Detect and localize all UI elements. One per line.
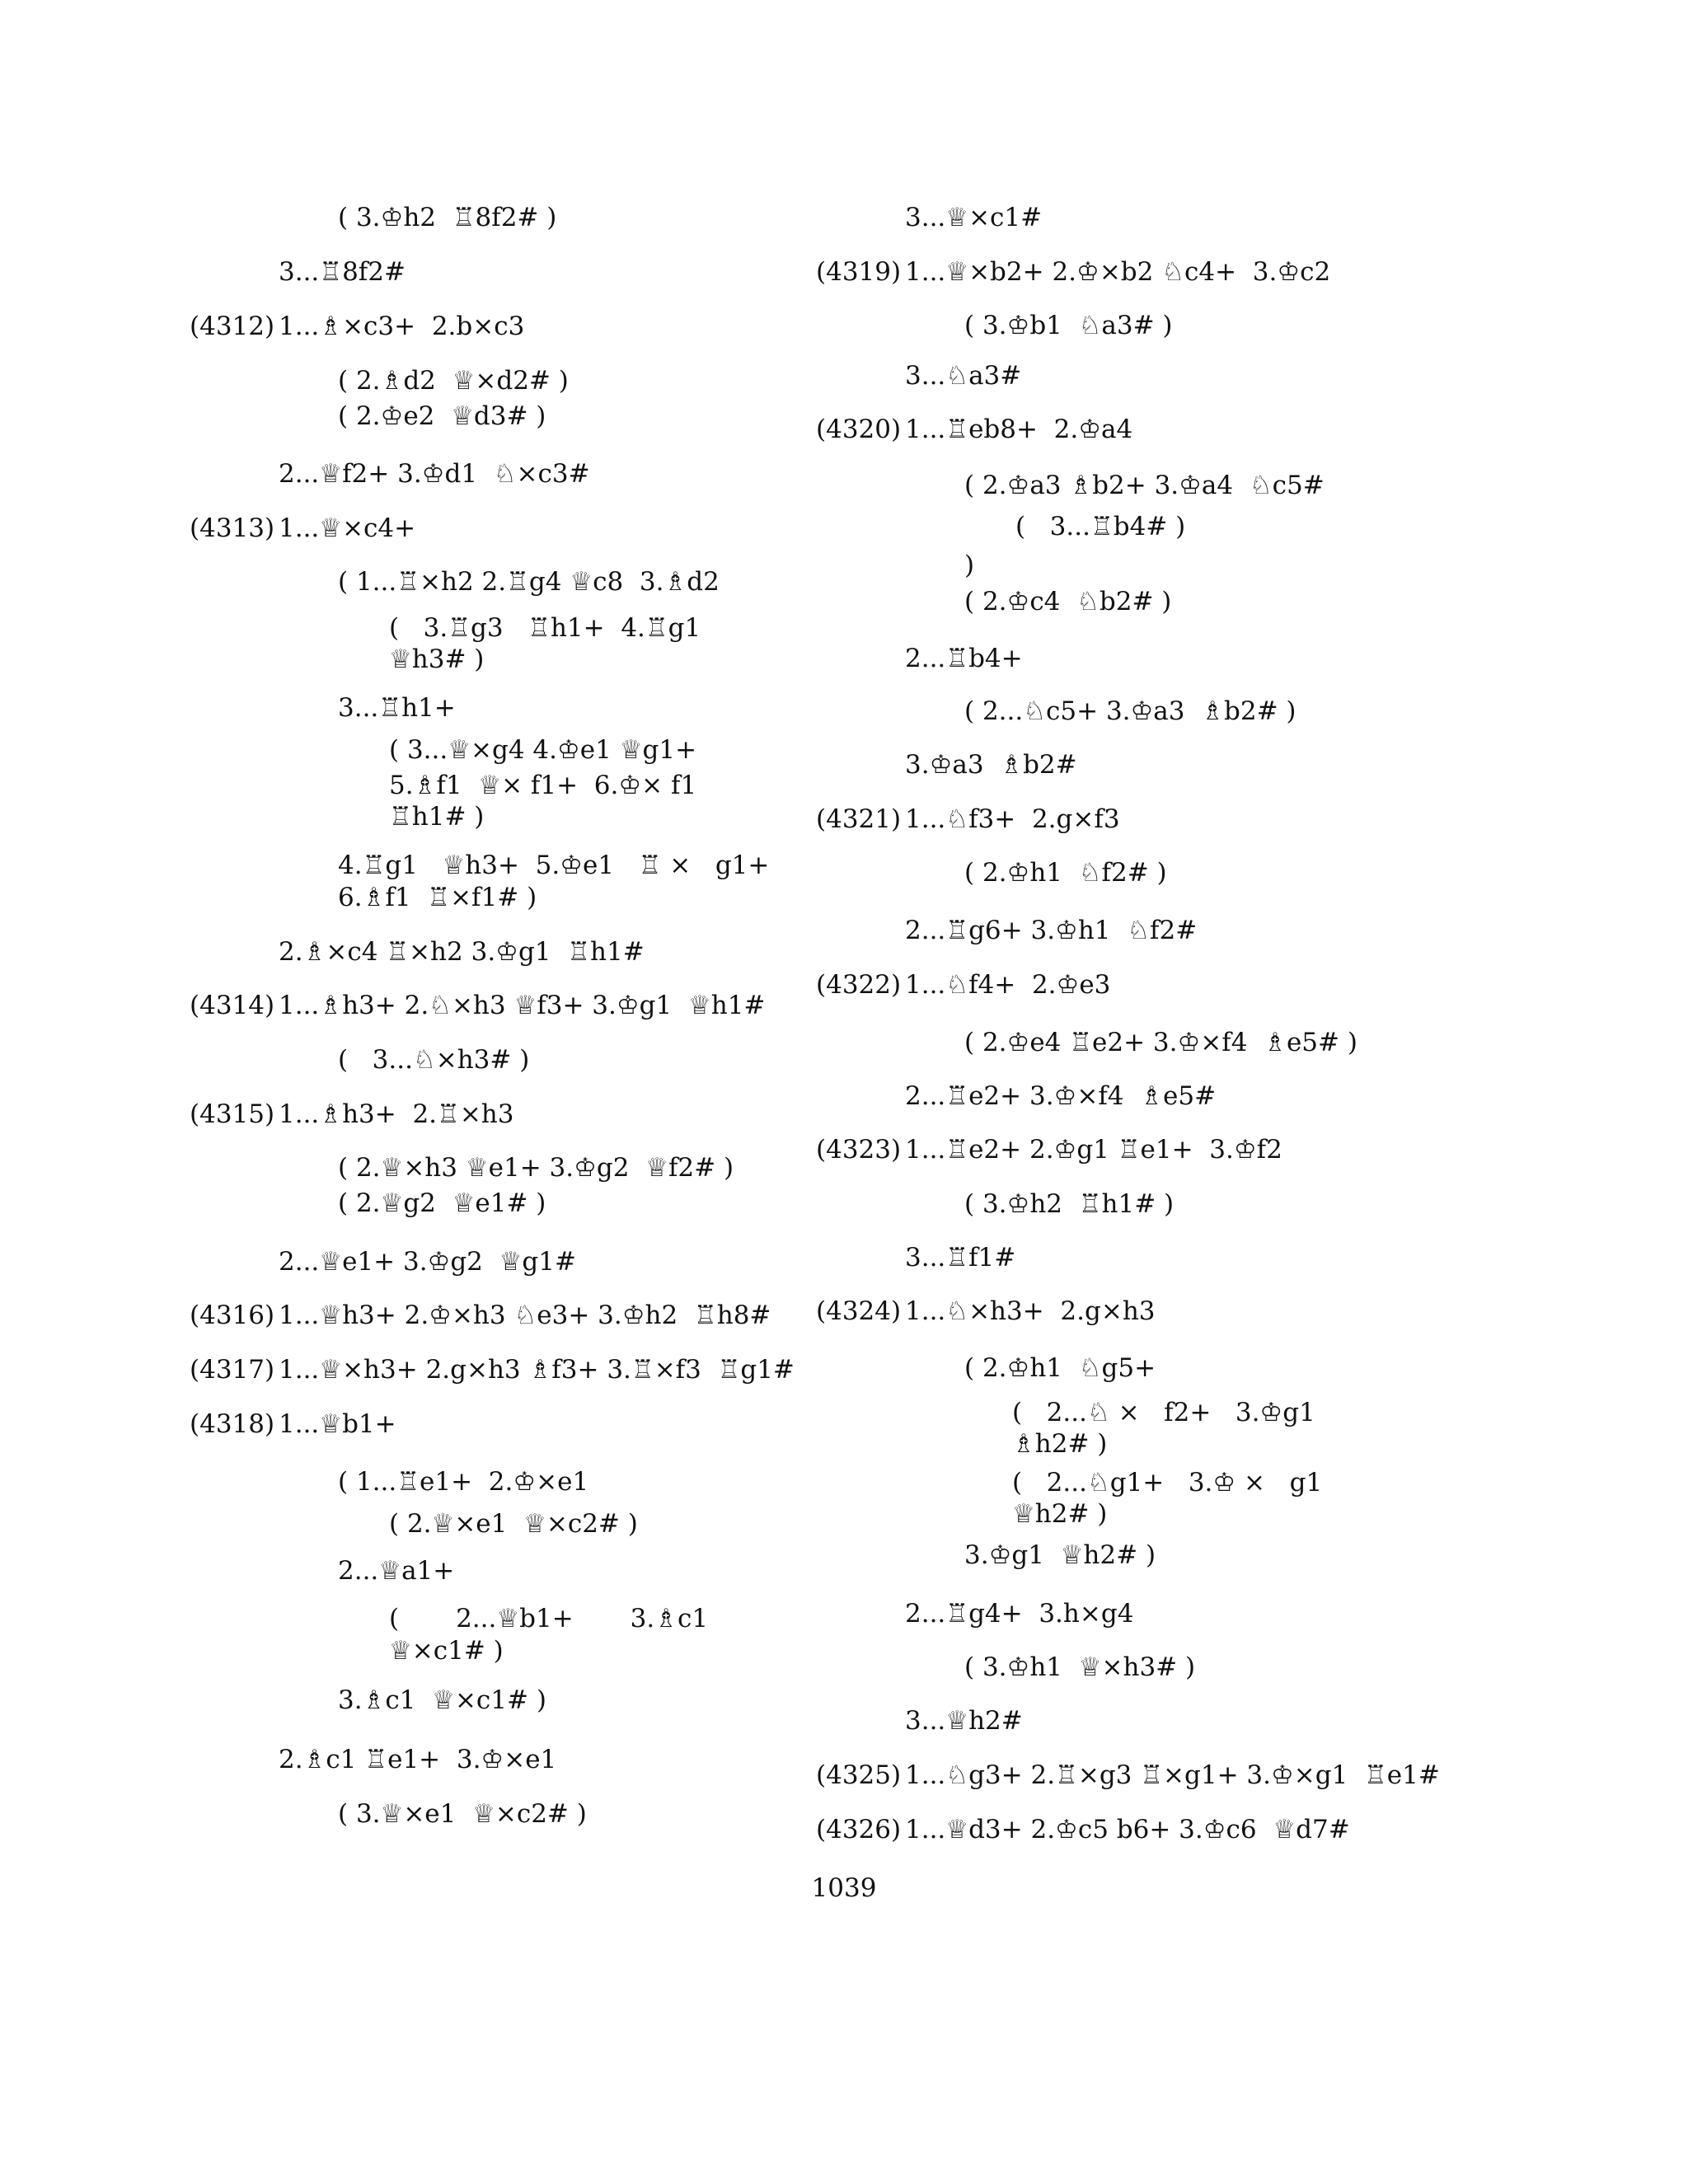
text-line: ( 2...♘c5+ 3.♔a3 ♗b2# ) xyxy=(964,696,1296,726)
text-line: ( 3.♕×e1 ♕×c2# ) xyxy=(338,1799,587,1829)
text-line: 2...♕e1+ 3.♔g2 ♕g1# xyxy=(279,1247,576,1277)
text-line: ♖h1# ) xyxy=(389,802,485,832)
text-line: ♗h2# ) xyxy=(1012,1429,1108,1459)
text-line: ♕h3# ) xyxy=(389,644,485,674)
text-line: 4.♖g1 ♕h3+ 5.♔e1 ♖ × g1+ xyxy=(338,851,770,880)
text-line: 3...♕×c1# xyxy=(905,203,1043,232)
text-line: 1...♘f3+ 2.g×f3 xyxy=(905,804,1120,834)
text-line: 2.♗×c4 ♖×h2 3.♔g1 ♖h1# xyxy=(279,937,645,967)
text-line: ( 2.♔e4 ♖e2+ 3.♔×f4 ♗e5# ) xyxy=(964,1028,1357,1057)
problem-number: (4318) xyxy=(190,1409,275,1439)
text-line: ( 3.♔b1 ♘a3# ) xyxy=(964,311,1173,340)
text-line: ( 1...♖×h2 2.♖g4 ♕c8 3.♗d2 xyxy=(338,567,720,597)
text-line: ( 2.♕g2 ♕e1# ) xyxy=(338,1188,546,1218)
text-line: ( 3.♔h2 ♖h1# ) xyxy=(964,1189,1175,1219)
text-line: 1...♕×h3+ 2.g×h3 ♗f3+ 3.♖×f3 ♖g1# xyxy=(279,1355,795,1385)
problem-number: (4312) xyxy=(190,312,275,341)
text-line: 1...♗h3+ 2.♘×h3 ♕f3+ 3.♔g1 ♕h1# xyxy=(279,991,766,1020)
problem-number: (4319) xyxy=(816,257,902,287)
problem-number: (4313) xyxy=(190,513,275,543)
text-line: 1...♕d3+ 2.♔c5 b6+ 3.♔c6 ♕d7# xyxy=(905,1815,1350,1844)
text-line: ( 2.♔a3 ♗b2+ 3.♔a4 ♘c5# xyxy=(964,471,1325,500)
text-line: ( 1...♖e1+ 2.♔×e1 xyxy=(338,1467,589,1497)
text-line: 1...♖eb8+ 2.♔a4 xyxy=(905,415,1133,444)
text-line: 3...♘a3# xyxy=(905,361,1022,391)
text-line: ( 2.♗d2 ♕×d2# ) xyxy=(338,366,569,396)
text-line: 2...♖g6+ 3.♔h1 ♘f2# xyxy=(905,916,1198,945)
page-number: 1039 xyxy=(811,1873,877,1903)
text-line: 2...♖b4+ xyxy=(905,644,1023,673)
problem-number: (4320) xyxy=(816,415,902,444)
text-line: 3.♔a3 ♗b2# xyxy=(905,750,1077,780)
text-line: 5.♗f1 ♕× f1+ 6.♔× f1 xyxy=(389,771,697,800)
text-line: ( 2.♔h1 ♘f2# ) xyxy=(964,858,1167,888)
problem-number: (4314) xyxy=(190,991,275,1020)
text-line: 1...♕b1+ xyxy=(279,1409,396,1439)
text-line: ( 2.♕×h3 ♕e1+ 3.♔g2 ♕f2# ) xyxy=(338,1153,734,1183)
problem-number: (4321) xyxy=(816,804,902,834)
text-line: 2...♖e2+ 3.♔×f4 ♗e5# xyxy=(905,1081,1217,1111)
text-line: 3...♕h2# xyxy=(905,1706,1023,1736)
text-line: ( 3.♖g3 ♖h1+ 4.♖g1 xyxy=(389,613,701,643)
problem-number: (4315) xyxy=(190,1099,275,1129)
text-line: ( 2...♘ × f2+ 3.♔g1 xyxy=(1012,1398,1315,1427)
text-line: ( 3...♕×g4 4.♔e1 ♕g1+ xyxy=(389,735,697,765)
text-line: 1...♕×b2+ 2.♔×b2 ♘c4+ 3.♔c2 xyxy=(905,257,1331,287)
problem-number: (4316) xyxy=(190,1301,275,1330)
text-line: 1...♘×h3+ 2.g×h3 xyxy=(905,1296,1156,1326)
text-line: ♕h2# ) xyxy=(1012,1499,1108,1529)
text-line: 3...♖h1+ xyxy=(338,693,456,723)
text-line: ( 2.♔h1 ♘g5+ xyxy=(964,1353,1156,1383)
text-line: 1...♘f4+ 2.♔e3 xyxy=(905,970,1111,1000)
text-line: 2...♖g4+ 3.h×g4 xyxy=(905,1599,1134,1629)
text-line: ( 3.♔h2 ♖8f2# ) xyxy=(338,203,557,232)
text-line: ( 2...♕b1+ 3.♗c1 xyxy=(389,1604,709,1633)
problem-number: (4322) xyxy=(816,970,902,1000)
text-line: 1...♘g3+ 2.♖×g3 ♖×g1+ 3.♔×g1 ♖e1# xyxy=(905,1760,1440,1790)
text-line: 1...♖e2+ 2.♔g1 ♖e1+ 3.♔f2 xyxy=(905,1135,1282,1165)
text-line: ( 3...♖b4# ) xyxy=(1015,512,1186,541)
text-line: ( 2.♔c4 ♘b2# ) xyxy=(964,587,1172,616)
text-line: 2...♕a1+ xyxy=(338,1556,455,1586)
text-line: ( 2.♕×e1 ♕×c2# ) xyxy=(389,1509,638,1539)
text-line: ♕×c1# ) xyxy=(389,1636,504,1666)
text-line: 3.♗c1 ♕×c1# ) xyxy=(338,1685,546,1715)
problem-number: (4317) xyxy=(190,1355,275,1385)
text-line: 2...♕f2+ 3.♔d1 ♘×c3# xyxy=(279,459,590,489)
problem-number: (4325) xyxy=(816,1760,902,1790)
text-line: 3...♖f1# xyxy=(905,1243,1016,1272)
text-line: 1...♕×c4+ xyxy=(279,513,416,543)
text-line: ( 3...♘×h3# ) xyxy=(338,1045,530,1075)
text-line: ) xyxy=(964,551,975,580)
text-line: ( 2...♘g1+ 3.♔ × g1 xyxy=(1012,1468,1323,1497)
text-line: 2.♗c1 ♖e1+ 3.♔×e1 xyxy=(279,1745,557,1774)
text-line: 1...♕h3+ 2.♔×h3 ♘e3+ 3.♔h2 ♖h8# xyxy=(279,1301,771,1330)
problem-number: (4323) xyxy=(816,1135,902,1165)
problem-number: (4324) xyxy=(816,1296,902,1326)
text-line: 1...♗h3+ 2.♖×h3 xyxy=(279,1099,514,1129)
text-line: 3...♖8f2# xyxy=(279,257,406,287)
text-line: ( 2.♔e2 ♕d3# ) xyxy=(338,401,546,431)
text-line: 6.♗f1 ♖×f1# ) xyxy=(338,883,537,912)
text-line: 3.♔g1 ♕h2# ) xyxy=(964,1540,1156,1570)
text-line: 1...♗×c3+ 2.b×c3 xyxy=(279,312,525,341)
text-line: ( 3.♔h1 ♕×h3# ) xyxy=(964,1652,1196,1682)
problem-number: (4326) xyxy=(816,1815,902,1844)
